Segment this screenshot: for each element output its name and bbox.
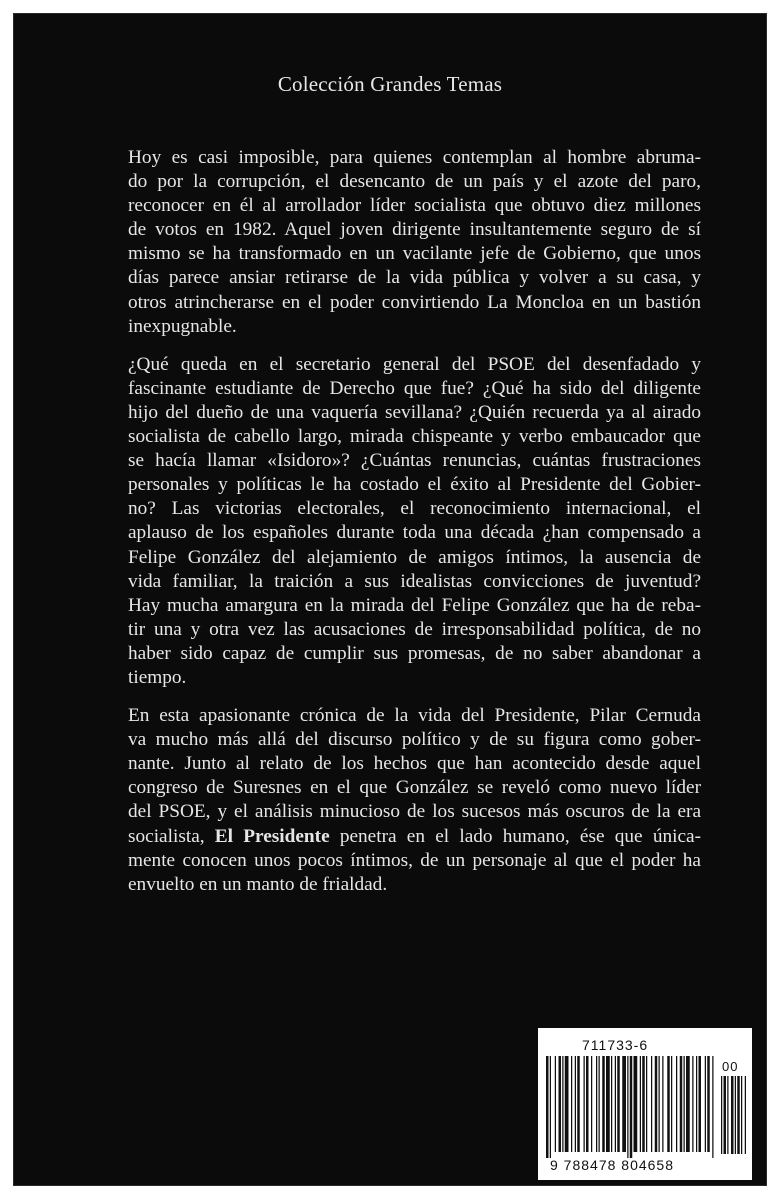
back-cover (14, 14, 766, 1185)
paragraph-2 (100, 353, 701, 690)
text-line: do por la corrupción, el desencanto de un país y el azote del paro, (128, 171, 701, 193)
barcode-bar (707, 1056, 710, 1152)
barcode-addon-bar (724, 1076, 727, 1154)
barcode-bar (642, 1056, 645, 1152)
barcode-addon-bar (721, 1076, 722, 1154)
barcode-bar (640, 1056, 641, 1152)
text-line: Hoy es casi imposible, para quienes contemplan al hombre abruma- (128, 147, 701, 168)
text-line: aplauso de los españoles durante toda una década ¿han compensado a (128, 522, 701, 544)
text-line: se hacía llamar «Isidoro»? ¿Cuántas renuncias, cuántas frustraciones (128, 450, 701, 472)
text-fragment: socialista, (128, 825, 215, 847)
barcode-addon-bar (741, 1076, 742, 1154)
barcode-bar (676, 1056, 677, 1152)
text-fragment: penetra en el lado humano, ése que única- (329, 825, 701, 847)
barcode-bar (596, 1056, 597, 1152)
text-line: nante. Junto al relato de los hechos que han acontecido desde aquel (128, 753, 701, 775)
text-line: va mucho más allá del discurso político y de su figura como gober- (128, 729, 701, 751)
paragraph-3 (100, 704, 701, 897)
barcode-bar (680, 1056, 683, 1152)
barcode-bar (705, 1056, 706, 1152)
barcode-bar (655, 1056, 658, 1152)
barcode-bar (692, 1056, 693, 1152)
barcode-bar (684, 1056, 685, 1152)
text-line: del PSOE, y el análisis minucioso de los sucesos más oscuros de la era (128, 801, 701, 823)
barcode-bar (577, 1056, 580, 1152)
barcode-bar (659, 1056, 660, 1152)
barcode-bar (615, 1056, 616, 1152)
barcode-bar (562, 1056, 563, 1152)
text-line: de votos en 1982. Aquel joven dirigente insultantemente seguro de sí (128, 219, 701, 241)
barcode-bar (696, 1056, 697, 1152)
barcode-bar (651, 1056, 652, 1152)
blurb-text (100, 146, 701, 911)
text-line: ¿Qué queda en el secretario general del PSOE del desenfadado y (128, 353, 701, 375)
text-line: vida familiar, la traición a sus idealistas convicciones de juventud? (128, 570, 701, 592)
text-line: inexpugnable. (128, 315, 237, 337)
barcode-bar (611, 1056, 612, 1152)
barcode-bar (546, 1056, 549, 1158)
text-line: En esta apasionante crónica de la vida del Presidente, Pilar Cernuda (128, 705, 701, 727)
barcode-bar (565, 1056, 569, 1152)
isbn-number: 9 788478 804658 (550, 1157, 674, 1173)
paragraph-1 (100, 146, 701, 339)
isbn-barcode (538, 1028, 752, 1180)
barcode-bar (555, 1056, 556, 1152)
barcode-bar (550, 1056, 551, 1158)
barcode-bar (662, 1056, 663, 1152)
text-line: envuelto en un manto de frialdad. (128, 873, 388, 895)
text-line: fascinante estudiante de Derecho que fue? ¿Qué ha sido del diligente (128, 377, 701, 399)
text-line: mente conocen unos pocos íntimos, de un personaje al que el poder ha (128, 849, 701, 871)
barcode-addon-bar (727, 1076, 728, 1154)
barcode-bar (667, 1056, 670, 1152)
barcode-bar (602, 1056, 605, 1152)
text-line: socialista de cabello largo, mirada chispeante y verbo embaucador que (128, 426, 701, 448)
barcode-addon-bar (737, 1076, 740, 1154)
barcode-bar (712, 1056, 713, 1158)
barcode-top-number: 711733-6 (582, 1037, 649, 1053)
barcode-addon-bar (735, 1076, 736, 1154)
barcode-bar (606, 1056, 610, 1152)
text-line: haber sido capaz de cumplir sus promesas, de no saber abandonar a (128, 642, 701, 664)
text-line: tiempo. (128, 666, 187, 688)
text-line-with-book-title (100, 825, 701, 849)
barcode-bar (591, 1056, 592, 1152)
text-line: mismo se ha transformado en un vacilante jefe de Gobierno, que unos (128, 243, 701, 265)
barcode-bar (575, 1056, 576, 1152)
book-title: El Presidente (214, 825, 330, 847)
barcode-bar (630, 1056, 633, 1158)
barcode-bar (634, 1056, 638, 1152)
text-line: reconocer en él al arrollador líder socialista que obtuvo diez millones (128, 195, 701, 217)
barcode-bar (584, 1056, 585, 1152)
text-line: hijo del dueño de una vaquería sevillana? ¿Quién recuerda ya al airado (128, 401, 701, 423)
barcode-bar (559, 1056, 562, 1152)
barcode-bar (627, 1056, 628, 1158)
text-line: no? Las victorias electorales, el reconocimiento internacional, el (128, 498, 701, 520)
barcode-bar (571, 1056, 572, 1152)
barcode-addon-bar (731, 1076, 734, 1154)
text-line: personales y políticas le ha costado el éxito al Presidente del Gobier- (128, 474, 701, 496)
text-line: Hay mucha amargura en la mirada del Felipe González que ha de reba- (128, 594, 701, 616)
barcode-bar (617, 1056, 620, 1152)
text-line: congreso de Suresnes en el que González se reveló como nuevo líder (128, 777, 701, 799)
barcode-addon-number: 00 (722, 1059, 739, 1074)
barcode-bar (646, 1056, 647, 1152)
barcode-bar (622, 1056, 626, 1152)
text-line: tir una y otra vez las acusaciones de irresponsabilidad política, de no (128, 618, 701, 640)
barcode-addon-bar (745, 1076, 746, 1154)
text-line: días parece ansiar retirarse de la vida pública y volver a su casa, y (128, 267, 701, 289)
barcode-bar (686, 1056, 690, 1152)
barcode-bar (586, 1056, 589, 1152)
text-line: Felipe González del alejamiento de amigos íntimos, la ausencia de (128, 546, 701, 568)
text-line: otros atrincherarse en el poder convirtiendo La Moncloa en un bastión (128, 291, 701, 313)
barcode-bar (599, 1056, 600, 1152)
barcode-bar (699, 1056, 702, 1152)
barcode-bar (671, 1056, 672, 1152)
collection-title: Colección Grandes Temas (277, 72, 503, 96)
